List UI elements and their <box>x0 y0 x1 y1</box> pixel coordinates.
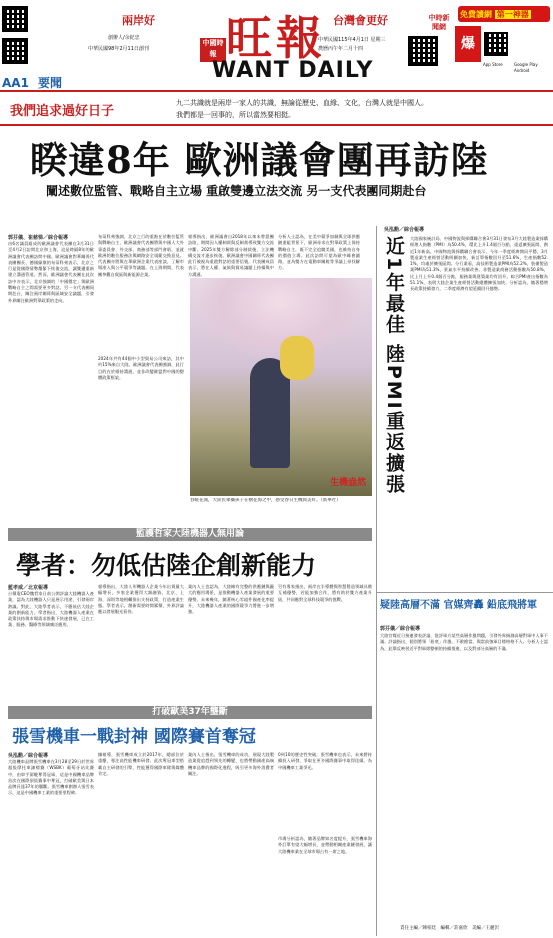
statement-rule <box>0 124 553 126</box>
masthead-rule <box>0 90 553 92</box>
founder-line: 創辦人/余紀忠 <box>108 35 140 41</box>
bottom-byline: 吳泓勳／綜合報導 <box>8 753 49 759</box>
bottom-col-2: 據報導，張雪機車成立於2017年，總部位於重慶，專注高性能機車研發。此次奪冠車型搭載自主研發的引擎，性能獲得國際車隊與媒體肯定。 <box>98 752 184 776</box>
bottom-col-5: 市場分析認為，隨著品牌知名度提升，張雪機車海外訂單有望大幅增長，並帶動相關產業鏈發展，讓大陸機車業在全球市場占有一席之地。 <box>278 836 372 854</box>
left-slogan: 兩岸好 <box>122 14 155 27</box>
app-store-badge[interactable]: App Store <box>483 62 503 67</box>
lead-subhead: 闡述數位監管、戰略自主立場 重啟雙邊立法交流 另一支代表團同期赴台 <box>46 184 427 198</box>
statement-line-2: 我們都是一回事的，所以當然要相挺。 <box>176 111 295 119</box>
lunar-date: 農曆丙午年二月十四 <box>318 46 364 52</box>
side-box-rule <box>376 592 553 593</box>
motto: 我們追求過好日子 <box>10 104 115 119</box>
lead-photo <box>190 278 372 496</box>
logo-chinese: 旺報 <box>226 11 326 65</box>
lead-col-3: 報導指出，歐洲議會自2018年以來未曾派團訪陸，期間因人權制裁與反制裁導致雙方交流中斷。2025年雙方解除部分制裁後，立法機構交流才逐步恢復。歐洲議會中國關係代表團此行被視為重啟對話的重要信號，代表團成員表示，將在人權、氣候與貿易議題上持續與中方溝通。 <box>188 234 274 277</box>
google-play-badge[interactable]: Google Play <box>514 62 538 67</box>
promo-main: 第一神器 <box>496 10 529 19</box>
photo-label: 生機盎然 <box>329 478 366 488</box>
lead-col-2: 布蒂科弗強調，北京之行的重點在於數位監管與戰略自主，歐洲議會代表團將與中國人大外事委員會、外交部、商務部等部門會晤，並就歐洲的數位服務法與網路安全規範交換意見。代表團亦將與在華歐洲企業代表座談，了解市場准入與公平競爭等議題。在上海期間，代表團參觀自貿區與新能源企業。 <box>98 234 184 277</box>
section-name: 要聞 <box>38 76 63 90</box>
side-box-byline: 郭芬儀／綜合報導 <box>380 626 421 632</box>
qr-code-left-icon[interactable] <box>2 6 28 32</box>
side-divider <box>376 226 377 936</box>
bao-icon: 爆 <box>455 26 481 62</box>
side-vertical-headline: 近1年最佳 陸PMI重返擴張 <box>383 236 405 495</box>
editor-line: 責任主編／陳柏廷 編輯／莊嘉欣 美編／王麗沢 <box>400 926 499 931</box>
side-box-title: 疑陸高層不滿 官媒齊轟 鉛底飛將軍 <box>380 600 537 611</box>
mid-col-3: 業內人士也認為，大陸擁有完整的供應鏈與龐大的應用場景，是推動機器人產業發展的重要優勢。未來幾年，隨著核心零組件國產化率提升，大陸機器人產業的國際競爭力將進一步增強。 <box>188 584 274 615</box>
side-body: 大陸國家統計局、中國物流與採購聯合會3月31日發布3月大陸製造業採購經理人指數（PMI）為50.4%，環比上升1.4個百分點，重返擴張區間，創近1年新高。中國物流與採購聯合會表示，今年一季度經濟開局平穩，3月製造業生產經營活動明顯加快，新訂單指數回升至51.6%，生產指數52.1%，均處於擴張區間。分行業看，高技術製造業PMI為52.2%，裝備製造業PMI為51.3%，景氣水平持續改善。非製造業商務活動指數為50.8%，比上月上升0.4個百分點，服務業與建築業均有回升。綜合PMI產出指數為51.1%，表明大陸企業生產經營活動總體擴張加快。分析認為，隨著穩增長政策持續發力，二季度經濟有望延續回升態勢。 <box>410 236 548 292</box>
logo-seal: 中國時報 <box>200 38 226 62</box>
side-box-body: 大陸官媒近日接連發表評論，批評軍方某些高層作風問題，引發外界揣測高層對軍中人事不滿。評論指出，個別將領「鉛底」作風、不敢擔當，與當前強軍目標格格不入。分析人士認為，此舉反映習近平對軍隊整頓的持續推進，以及對部分高層的不滿。 <box>380 633 548 651</box>
logo-english: WANT DAILY <box>212 58 374 83</box>
bottom-headline: 張雪機車一戰封神 國際賽首奪冠 <box>12 727 256 747</box>
photo-caption: 春暖花開，大陸民眾攜孩子在樹花海之中，感受春日生機與美好。（新華社） <box>190 498 341 503</box>
bottom-col-3: 業內人士指出，張雪機車的成功，展現大陸製造業從追趕到領先的轉變，也將帶動國產高端機車品牌的國際化進程，吸引更多海外消費者關注。 <box>188 752 274 776</box>
lead-headline: 睽違8年 歐洲議會團再訪陸 <box>30 138 489 182</box>
mid-col-2: 報導指出，大陸人形機器人企業今年出貨量大幅增長，多家企業獲得大額融資。北京、上海、深圳等地相繼推出支持政策，打造產業生態。學者表示，創新需要時間累積，外界評論應以發展眼光看待。 <box>98 584 184 615</box>
bottom-col-1: 大陸機車品牌張雪機車在3月28至29日於世界超級摩托車錦標賽（WSBK）葡萄牙站比賽中，由車手駕駛奪得冠軍，這是中國機車品牌首次在國際頂級賽事中奪冠，打破歐美與日本品牌長達37年的壟斷。張雪機車創辦人張雪表示，這是中國機車工業的重要里程碑。 <box>8 759 94 796</box>
bottom-col-4: 0到10的歷史性突破，張雪機車也表示，未來將持續投入研發，爭取在更多國際賽事中取得佳績，為中國機車工業爭光。 <box>278 752 372 770</box>
lead-col-5: 2024年共有44個中小型貿易公司來訪，其中約15%來自大陸。歐洲議會代表團強調，此行目的在於維持溝通，並非改變歐盟對中國的整體政策框架。 <box>98 356 184 380</box>
mid-col-1: 台積電CEO魏哲家日前公開評論大陸機器人產業，認為大陸機器人只是展示用途，引發兩岸熱議。對此，大陸學者表示，不應低估大陸企業的創新能力。學者指出，大陸機器人產業在政策扶持與市場需求推動下快速發展，已在工業、服務、醫療等領域廣泛應用。 <box>8 591 94 628</box>
photo-child-icon <box>280 336 314 380</box>
qr-code-left2-icon[interactable] <box>2 38 28 64</box>
founded-date: 中華民國98年2月11日創刊 <box>88 46 149 52</box>
lead-col-4: 分析人士認為，在美中競爭加劇與全球供應鏈重組背景下，歐洲尋求在對華政策上保持戰略自主，既不完全追隨美國，也維持自身的價值立場。此次訪問可望為歐中峰會鋪路，並為雙方在電動車關稅等爭議上尋找解方。 <box>278 234 360 271</box>
side-byline: 吳泓勳／綜合報導 <box>384 227 425 233</box>
lead-byline: 郭芬儀、崔慈悌／綜合報導 <box>8 235 69 241</box>
section-code: AA1 <box>2 76 29 90</box>
section-bar <box>0 72 160 88</box>
mid-banner: 監護哲家大陸機器人無用論 <box>8 528 372 541</box>
qr-code-icon[interactable] <box>484 32 508 56</box>
chinatimes-brand[interactable]: 中時新聞網 <box>428 14 450 31</box>
android-label: Android <box>514 68 530 73</box>
mid-byline: 藍孝威／北京報導 <box>8 585 49 591</box>
date-line: 中華民國115年4月1日 星期三 <box>318 37 386 43</box>
lead-col-1: 由6名議員組成的歐洲議會代表團在3月31日至4月2日訪問北京和上海，這是時隔8年的歐洲議會代表團訪問中國。歐洲議會對華關係代表團團長、德國綠黨的布蒂科弗表示，北京之行是從國際情勢趨緊下恢復交流，讓雙邊重新建立溝通管道。然而，歐洲議會代表團在此次訪中亦表示，北京強調的「中國穩定」與歐洲戰略自主之間需要更多對話。另一支代表團同期赴台，關注兩岸關係與區域安全議題，引發外界關注歐洲對華政策的走向。 <box>8 241 94 303</box>
statement-line-1: 九二共識就是兩岸一家人的共識，無論從歷史、血緣、文化，台灣人就是中國人。 <box>176 99 428 107</box>
promo-banner[interactable] <box>458 6 550 22</box>
mid-headline: 學者：勿低估陸企創新能力 <box>16 551 317 580</box>
qr-code-right-icon[interactable] <box>408 36 438 66</box>
bottom-banner: 打破歐美37年壟斷 <box>8 706 372 719</box>
promo-top: 免費讀網 <box>460 10 492 19</box>
mid-col-4: 另有專家指出，兩岸在半導體與智慧製造領域具備互補優勢，若能加強合作，將有助於雙方產業升級，共同應對全球科技競爭的挑戰。 <box>278 584 372 602</box>
right-slogan: 台灣會更好 <box>333 14 388 27</box>
